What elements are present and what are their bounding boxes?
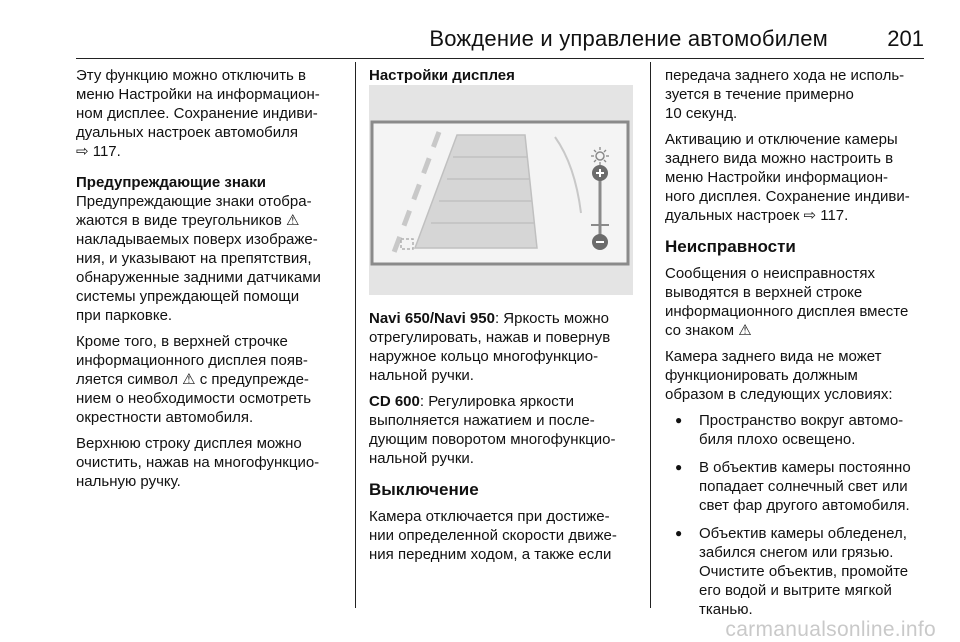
page-title: Вождение и управление автомобилем — [429, 26, 828, 51]
switch-off-heading: Выключение — [369, 480, 479, 499]
page-number: 201 — [887, 26, 924, 51]
list-item: ● Объектив камеры обледенел, забился снегом или грязью. Очистите объектив, промойте его водой и вытрите мягкой тканью. — [665, 524, 933, 619]
warning-signs-heading: Предупреждающие знаки — [76, 174, 266, 191]
camera-display-illustration — [369, 85, 633, 295]
page-footer — [0, 614, 960, 642]
camera-display-figure — [369, 85, 633, 295]
navi-text: : Яркость можно отрегулировать, нажав и повернув наружное кольцо многофункцио- нальной ручки. — [369, 310, 611, 384]
activation-paragraph: Активацию и отключение камеры заднего вида можно настроить в меню Настройки информацион- ного дисплея. Сохранение индиви- дуальных настроек ⇨ 117. — [665, 131, 910, 224]
faults-heading: Неисправности — [665, 237, 796, 256]
header-rule — [76, 58, 924, 59]
navi-paragraph — [369, 309, 637, 385]
cd-paragraph — [369, 392, 637, 468]
list-item: ● В объектив камеры постоянно попадает солнечный свет или свет фар другого автомобиля. — [665, 458, 933, 515]
column-2 — [369, 66, 637, 571]
list-item: ● Пространство вокруг автомо- биля плохо освещено. — [665, 411, 933, 449]
display-settings-heading: Настройки дисплея — [369, 67, 515, 84]
switch-off-paragraph: Камера отключается при достиже- нии определенной скорости движе- ния передним ходом, а также если — [369, 508, 617, 563]
continuation-paragraph: передача заднего хода не исполь- зуется в течение примерно 10 секунд. — [665, 67, 905, 122]
watermark: carmanualsonline.info — [725, 618, 936, 641]
page-header — [0, 0, 960, 58]
intro-paragraph: Эту функцию можно отключить в меню Настройки на информацион- ном дисплее. Сохранение индиви- дуальных настроек автомобиля ⇨ 117. — [76, 67, 320, 160]
fault-conditions-list — [665, 411, 933, 619]
plus-button-icon — [592, 165, 608, 181]
navi-label: Navi 650/Navi 950 — [369, 310, 495, 327]
column-3 — [665, 66, 933, 628]
clear-top-line-paragraph: Верхнюю строку дисплея можно очистить, нажав на многофункцио- нальную ручку. — [76, 435, 320, 490]
warning-signs-paragraph: Предупреждающие знаки отобра- жаются в виде треугольников ⚠ накладываемых поверх изображе- ния, и указывают на препятствия, обнаруженные задними датчиками системы упреждающей помощи при парковке. — [76, 193, 321, 324]
faults-paragraph-2: Камера заднего вида не может функционировать должным образом в следующих условиях: — [665, 348, 893, 403]
faults-paragraph-1: Сообщения о неисправностях выводятся в верхней строке информационного дисплея вместе со знаком ⚠ — [665, 265, 909, 339]
top-line-paragraph: Кроме того, в верхней строчке информационного дисплея появ- ляется символ ⚠ с предупрежде- нием о необходимости осмотреть окрестности автомобиля. — [76, 333, 312, 426]
minus-button-icon — [592, 234, 608, 250]
column-divider-2 — [650, 62, 651, 608]
column-1 — [76, 66, 344, 498]
cd-text: : Регулировка яркости выполняется нажатием и после- дующим поворотом многофункцио- нальной ручки. — [369, 393, 616, 467]
column-divider-1 — [355, 62, 356, 608]
cd-label: CD 600 — [369, 393, 420, 410]
